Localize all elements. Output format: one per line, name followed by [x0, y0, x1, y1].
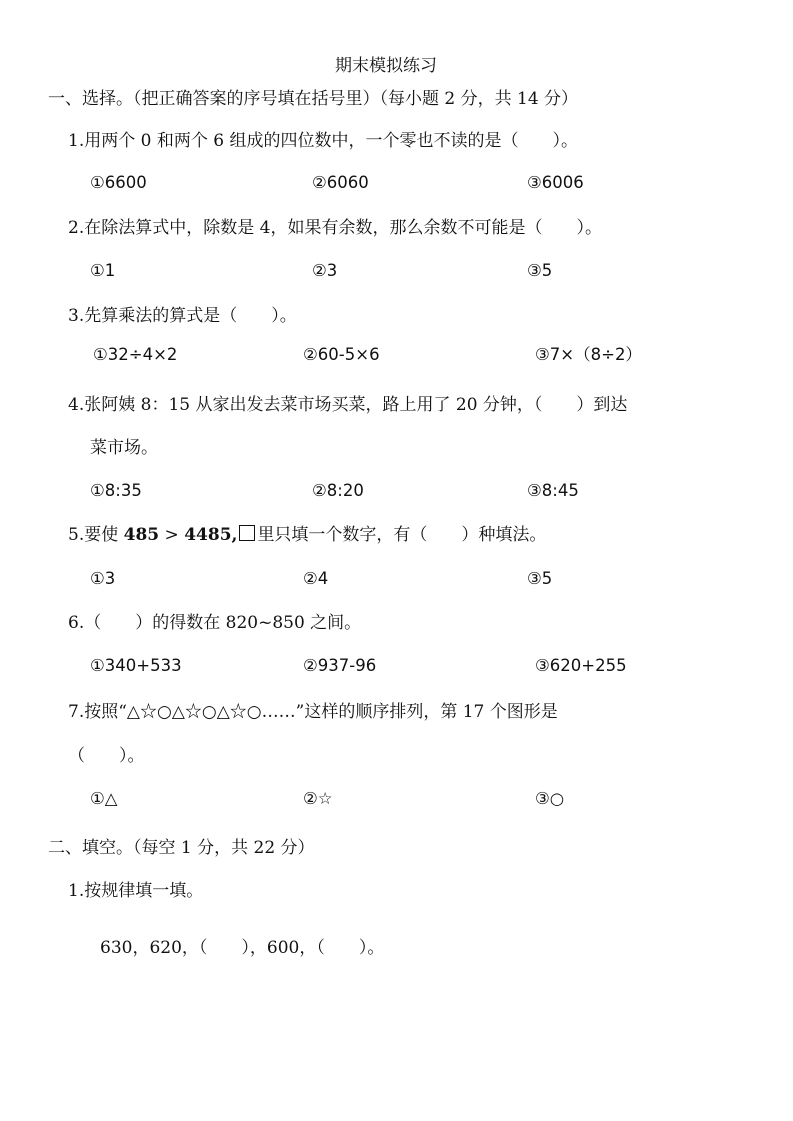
blank-box [239, 525, 255, 541]
question-1: 1.用两个 0 和两个 6 组成的四位数中，一个零也不读的是（ ）。 [68, 131, 578, 151]
q7-option-2: ②☆ [303, 789, 333, 808]
question-2: 2.在除法算式中，除数是 4，如果有余数，那么余数不可能是（ ）。 [68, 218, 602, 238]
q2-option-2: ②3 [312, 261, 338, 280]
question-3: 3.先算乘法的算式是（ ）。 [68, 306, 297, 326]
q4-option-1: ①8:35 [90, 481, 142, 500]
page-title: 期末模拟练习 [335, 56, 437, 76]
q7-option-1: ①△ [90, 789, 118, 808]
q3-option-3: ③7×（8÷2） [535, 345, 642, 364]
q3-option-1: ①32÷4×2 [93, 345, 178, 364]
q1-option-1: ①6600 [90, 173, 147, 192]
q4-option-3: ③8:45 [527, 481, 579, 500]
q5-formula-left: 485 [123, 525, 160, 545]
question-7: 7.按照“△☆○△☆○△☆○……”这样的顺序排列，第 17 个图形是 [68, 702, 558, 722]
q6-option-1: ①340+533 [90, 656, 182, 675]
q7-option-3: ③○ [535, 789, 565, 808]
section-2-heading: 二、填空。（每空 1 分，共 22 分） [48, 838, 315, 858]
q5-greater-than: > [164, 525, 179, 545]
q1-option-3: ③6006 [527, 173, 584, 192]
q6-option-2: ②937-96 [303, 656, 377, 675]
question-6: 6.（ ）的得数在 820~850 之间。 [68, 613, 362, 633]
q2-option-3: ③5 [527, 261, 553, 280]
q1-option-2: ②6060 [312, 173, 369, 192]
question-5 [68, 524, 546, 546]
q2-option-1: ①1 [90, 261, 116, 280]
question-4: 4.张阿姨 8：15 从家出发去菜市场买菜，路上用了 20 分钟，（ ）到达 [68, 395, 628, 415]
q5-prefix: 5.要使 [68, 525, 119, 545]
q6-option-3: ③620+255 [535, 656, 627, 675]
question-7-continued: （ ）。 [68, 746, 145, 766]
q5-suffix: 里只填一个数字，有（ ）种填法。 [257, 525, 547, 545]
fill-question-1: 1.按规律填一填。 [68, 881, 204, 901]
q5-option-1: ①3 [90, 569, 116, 588]
q5-option-2: ②4 [303, 569, 329, 588]
q4-option-2: ②8:20 [312, 481, 364, 500]
question-4-continued: 菜市场。 [90, 438, 158, 458]
fill-question-1-sequence: 630，620，（ ），600，（ ）。 [100, 938, 385, 958]
section-1-heading: 一、选择。（把正确答案的序号填在括号里）（每小题 2 分，共 14 分） [48, 89, 579, 109]
q3-option-2: ②60-5×6 [303, 345, 380, 364]
q5-formula-right: 4485, [184, 525, 238, 545]
q5-option-3: ③5 [527, 569, 553, 588]
